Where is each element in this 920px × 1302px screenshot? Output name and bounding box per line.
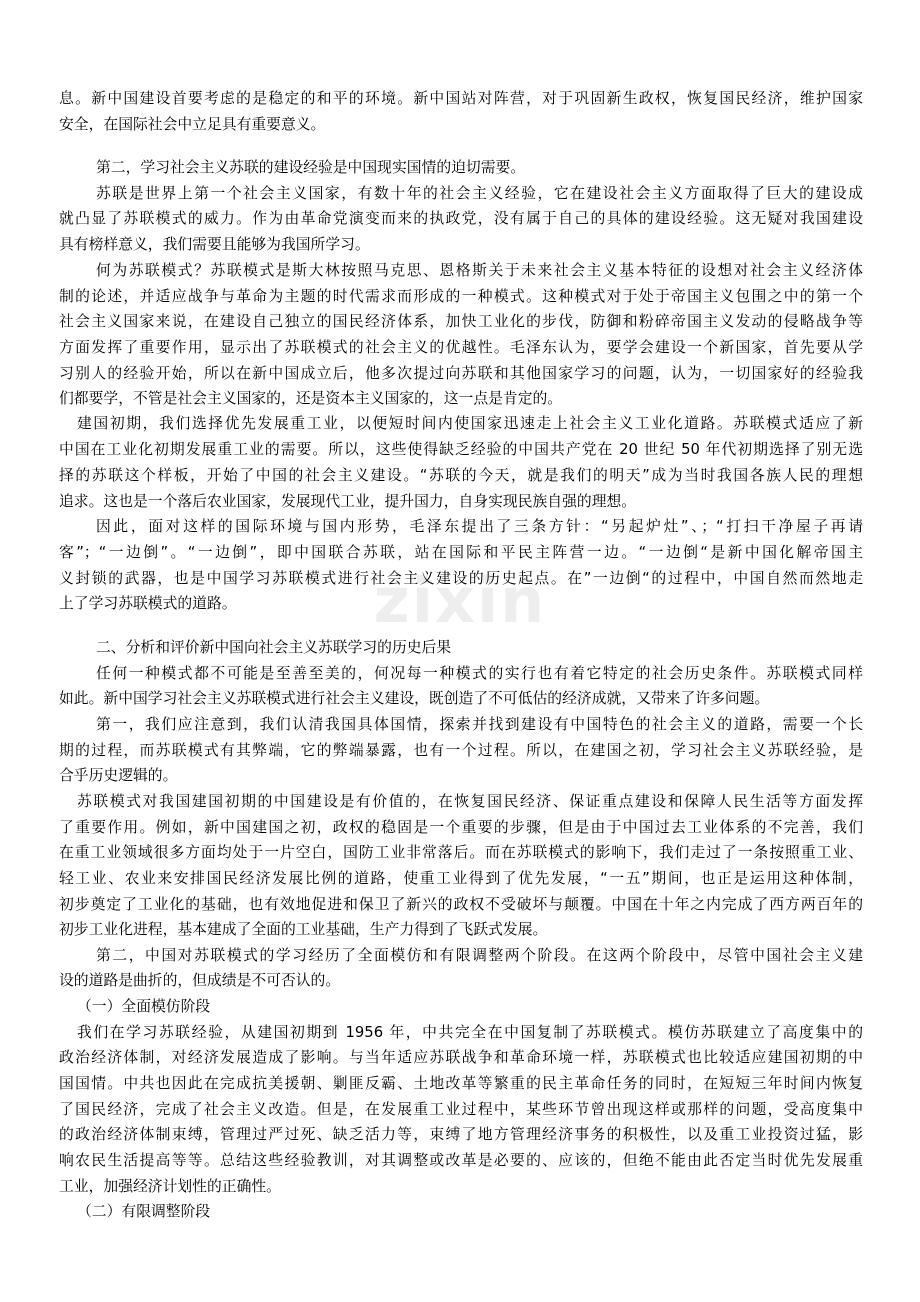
subsection-heading: （二）有限调整阶段 <box>77 1203 211 1220</box>
text-line: 义封锁的武器，也是中国学习苏联模式进行社会主义建设的历史起点。在”一边倒“的过程中，中国自然而然地走 <box>59 570 863 587</box>
text-line: 苏联是世界上第一个社会主义国家，有数十年的社会主义经验，它在建设社会主义方面取得了巨大的建设成 <box>96 185 863 202</box>
section-heading: 二、分析和评价新中国向社会主义苏联学习的历史后果 <box>96 639 452 656</box>
text-line: 合乎历史逻辑的。 <box>59 767 178 784</box>
text-line: 息。新中国建设首要考虑的是稳定的和平的环境。新中国站对阵营，对于巩固新生政权，恢复国民经济，维护国家 <box>59 90 863 107</box>
text-line: 习别人的经验开始，所以在新中国成立后，他多次提过向苏联和其他国家学习的问题，认为，一切国家好的经验我 <box>59 365 863 382</box>
text-line: 国国情。中共也因此在完成抗美援朝、剿匪反霸、土地改革等繁重的民主革命任务的同时，在短短三年时间内恢复 <box>59 1075 863 1092</box>
text-line: 我们在学习苏联经验，从建国初期到 1956 年，中共完全在中国复制了苏联模式。模仿苏联建立了高度集中的 <box>77 1024 863 1041</box>
text-line: 建国初期，我们选择优先发展重工业，以便短时间内使国家迅速走上社会主义工业化道路。苏联模式适应了新 <box>77 415 863 432</box>
text-line: 政治经济体制，对经济发展造成了影响。与当年适应苏联战争和革命环境一样，苏联模式也比较适应建国初期的中 <box>59 1049 863 1066</box>
text-line: 安全，在国际社会中立足具有重要意义。 <box>59 116 326 133</box>
text-line: 苏联模式对我国建国初期的中国建设是有价值的，在恢复国民经济、保证重点建设和保障人民生活等方面发挥 <box>77 793 863 810</box>
text-line: 中国在工业化初期发展重工业的需要。所以，这些使得缺乏经验的中国共产党在 20 世纪 50 年代初期选择了别无选 <box>59 441 863 458</box>
text-line: 第二，学习社会主义苏联的建设经验是中国现实国情的迫切需要。 <box>96 159 526 176</box>
text-line: 了重要作用。例如，新中国建国之初，政权的稳固是一个重要的步骤，但是由于中国过去工业体系的不完善，我们 <box>59 819 863 836</box>
text-line: 轻工业、农业来安排国民经济发展比例的道路，使重工业得到了优先发展，“一五”期间，也正是运用这种体制， <box>59 870 863 887</box>
text-line: 社会主义国家来说，在建设自己独立的国民经济体系，加快工业化的步伐，防御和粉碎帝国主义发动的侵略战争等 <box>59 313 863 330</box>
text-line: 制的论述，并适应战争与革命为主题的时代需求而形成的一种模式。这种模式对于处于帝国主义包围之中的第一个 <box>59 288 863 305</box>
text-line: 设的道路是曲折的，但成绩是不可否认的。 <box>59 972 341 989</box>
text-line: 初步工业化进程，基本建成了全面的工业基础，生产力得到了飞跃式发展。 <box>59 921 548 938</box>
text-line: 第二，中国对苏联模式的学习经历了全面模仿和有限调整两个阶段。在这两个阶段中，尽管中国社会主义建 <box>96 947 863 964</box>
text-line: 期的过程，而苏联模式有其弊端，它的弊端暴露，也有一个过程。所以，在建国之初，学习社会主义苏联经验，是 <box>59 742 863 759</box>
text-line: 第一，我们应注意到，我们认清我国具体国情，探索并找到建设有中国特色的社会主义的道路，需要一个长 <box>96 716 863 733</box>
text-line: 追求。这也是一个落后农业国家，发展现代工业，提升国力，自身实现民族自强的理想。 <box>59 493 637 510</box>
text-line: 方面发挥了重要作用，显示出了苏联模式的社会主义的优越性。毛泽东认为，要学会建设一个新国家，首先要从学 <box>59 339 863 356</box>
text-line: 上了学习苏联模式的道路。 <box>59 595 237 612</box>
text-line: 的政治经济体制束缚，管理过严过死、缺乏活力等，束缚了地方管理经济事务的积极性，以及重工业投资过猛，影 <box>59 1126 863 1143</box>
text-line: 何为苏联模式？苏联模式是斯大林按照马克思、恩格斯关于未来社会主义基本特征的设想对社会主义经济体 <box>96 262 863 279</box>
text-line: 工业，加强经济计划性的正确性。 <box>59 1178 281 1195</box>
text-line: 具有榜样意义，我们需要且能够为我国所学习。 <box>59 236 370 253</box>
subsection-heading: （一）全面模仿阶段 <box>77 998 211 1015</box>
text-line: 如此。新中国学习社会主义苏联模式进行社会主义建设，既创造了不可低估的经济成就，又带来了许多问题。 <box>59 690 770 707</box>
text-line: 们都要学，不管是社会主义国家的，还是资本主义国家的，这一点是肯定的。 <box>59 390 563 407</box>
text-line: 择的苏联这个样板，开始了中国的社会主义建设。“苏联的今天，就是我们的明天”成为当时我国各族人民的理想 <box>59 467 863 484</box>
text-line: 就凸显了苏联模式的威力。作为由革命党演变而来的执政党，没有属于自己的具体的建设经验。这无疑对我国建设 <box>59 210 863 227</box>
text-line: 因此，面对这样的国际环境与国内形势，毛泽东提出了三条方针：“另起炉灶”、；“打扫干净屋子再请 <box>96 518 863 535</box>
text-line: 初步奠定了工业化的基础，也有效地促进和保卫了新兴的政权不受破坏与颠覆。中国在十年之内完成了西方两百年的 <box>59 896 863 913</box>
text-line: 响农民生活提高等等。总结这些经验教训，对其调整或改革是必要的、应该的，但绝不能由此否定当时优先发展重 <box>59 1152 863 1169</box>
watermark: zixin <box>373 564 547 637</box>
text-line: 任何一种模式都不可能是至善至美的，何况每一种模式的实行也有着它特定的社会历史条件。苏联模式同样 <box>96 665 863 682</box>
text-line: 客”；“一边倒”。“一边倒”，即中国联合苏联，站在国际和平民主阵营一边。“一边倒“是新中国化解帝国主 <box>59 544 863 561</box>
text-line: 了国民经济，完成了社会主义改造。但是，在发展重工业过程中，某些环节曾出现这样或那样的问题，受高度集中 <box>59 1101 863 1118</box>
text-line: 在重工业领域很多方面均处于一片空白，国防工业非常落后。而在苏联模式的影响下，我们走过了一条按照重工业、 <box>59 844 863 861</box>
